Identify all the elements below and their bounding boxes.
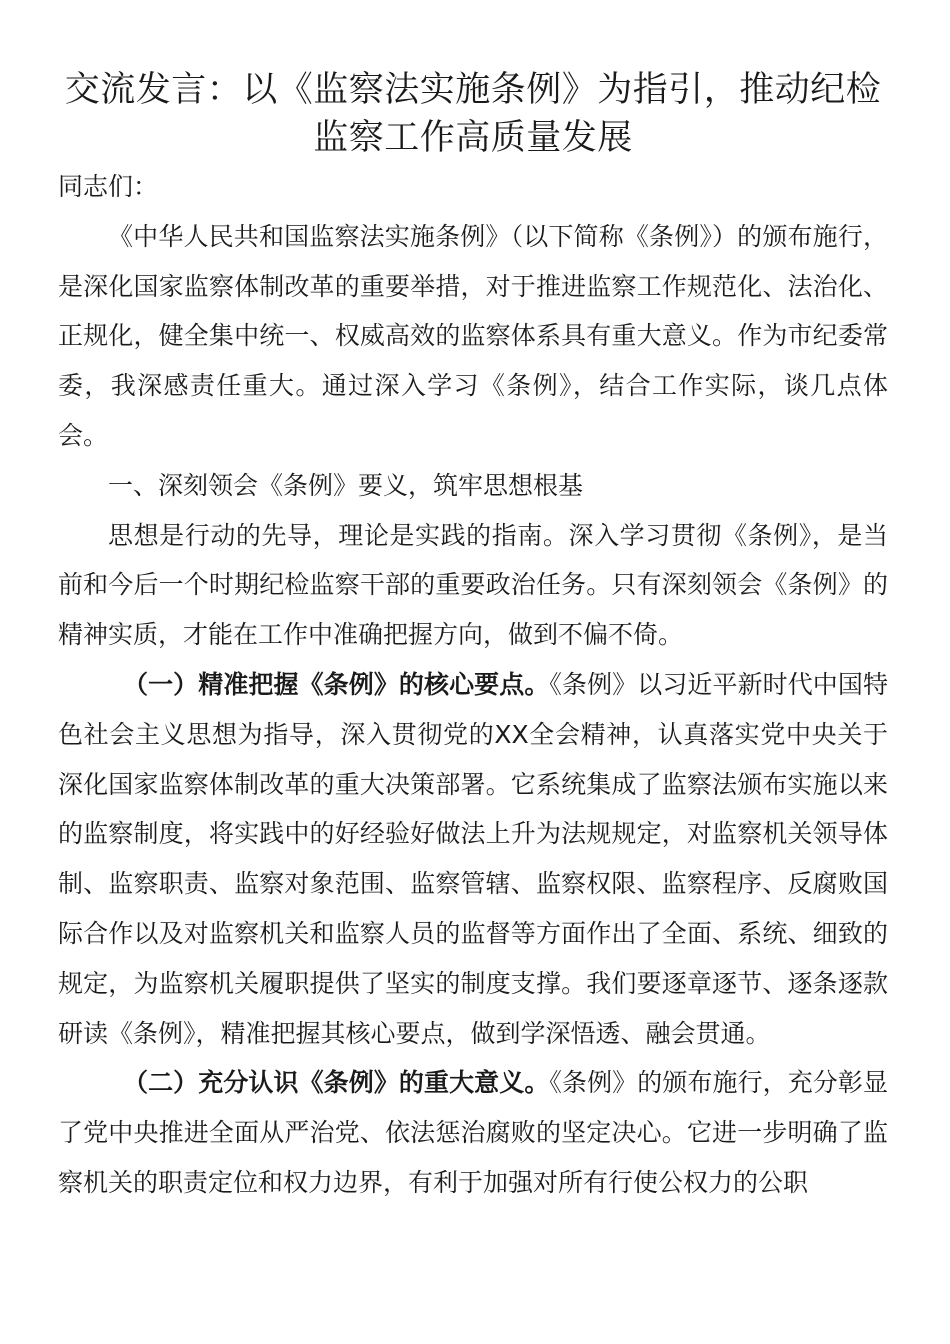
subsection-1-paragraph <box>58 660 888 1058</box>
greeting: 同志们： <box>58 172 159 201</box>
subsection-1-text: 《条例》以习近平新时代中国特色社会主义思想为指导，深入贯彻党的XX全会精神，认真落实党中央关于深化国家监察体制改革的重大决策部署。它系统集成了监察法颁布实施以来的监察制度，将实践中的好经验好做法上升为法规规定，对监察机关领导体制、监察职责、监察对象范围、监察管辖、监察权限、监察程序、反腐败国际合作以及对监察机关和监察人员的监督等方面作出了全面、系统、细致的规定，为监察机关履职提供了坚实的制度支撑。我们要逐章逐节、逐条逐款研读《条例》，精准把握其核心要点，做到学深悟透、融会贯通。 <box>58 669 888 1048</box>
subsection-2-text: 《条例》的颁布施行，充分彰显了党中央推进全面从严治党、依法惩治腐败的坚定决心。它进一步明确了监察机关的职责定位和权力边界，有利于加强对所有行使公权力的公职 <box>58 1068 888 1197</box>
intro-paragraph: 《中华人民共和国监察法实施条例》（以下简称《条例》）的颁布施行，是深化国家监察体制改革的重要举措，对于推进监察工作规范化、法治化、正规化，健全集中统一、权威高效的监察体系具有重大意义。作为市纪委常委，我深感责任重大。通过深入学习《条例》，结合工作实际，谈几点体会。 <box>58 221 888 450</box>
document-page <box>58 66 888 1208</box>
subsection-2-heading: （二）充分认识《条例》的重大意义。 <box>123 1068 550 1098</box>
subsection-2-paragraph <box>58 1058 888 1207</box>
document-title: 交流发言：以《监察法实施条例》为指引，推动纪检监察工作高质量发展 <box>64 70 882 158</box>
section-1-heading: 一、深刻领会《条例》要义，筑牢思想根基 <box>108 470 584 500</box>
section-1-paragraph: 思想是行动的先导，理论是实践的指南。深入学习贯彻《条例》，是当前和今后一个时期纪检监察干部的重要政治任务。只有深刻领会《条例》的精神实质，才能在工作中准确把握方向，做到不偏不倚。 <box>58 520 888 650</box>
subsection-1-heading: （一）精准把握《条例》的核心要点。 <box>123 669 550 699</box>
